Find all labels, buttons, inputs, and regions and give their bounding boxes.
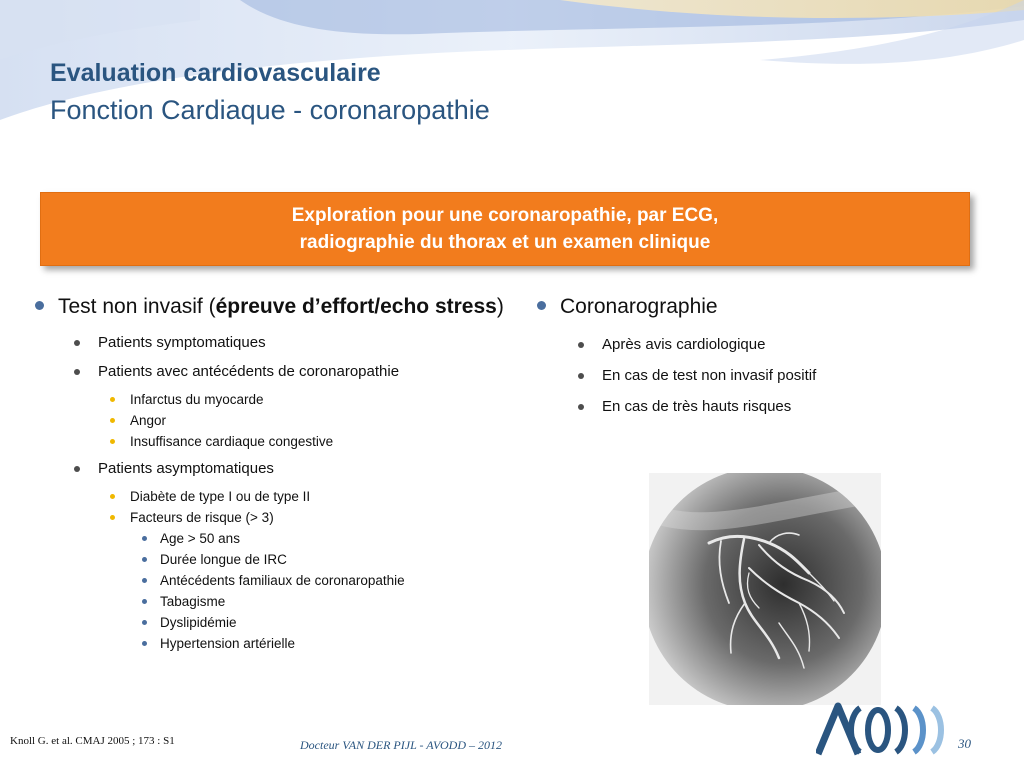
bullet-patients-asymptomatiques: Patients asymptomatiques: [32, 459, 522, 479]
right-column-list: [534, 290, 994, 428]
list-item: En cas de test non invasif positif: [534, 366, 994, 386]
list-item: Angor: [32, 412, 522, 429]
list-item: Antécédents familiaux de coronaropathie: [32, 572, 522, 589]
item1-prefix: Test non invasif (: [58, 295, 216, 318]
avodd-logo: [816, 702, 954, 758]
orange-banner: [40, 192, 970, 266]
list-item: Hypertension artérielle: [32, 635, 522, 652]
list-item: Après avis cardiologique: [534, 335, 994, 355]
list-item: Diabète de type I ou de type II: [32, 488, 522, 505]
list-item: Durée longue de IRC: [32, 551, 522, 568]
list-item: En cas de très hauts risques: [534, 397, 994, 417]
item1-suffix: ): [496, 295, 504, 318]
list-item: Tabagisme: [32, 593, 522, 610]
item1-bold: épreuve d’effort/echo stress: [215, 295, 497, 318]
bullet-patients-symptomatiques: Patients symptomatiques: [32, 333, 522, 353]
banner-line-2: radiographie du thorax et un examen clinique: [299, 232, 711, 253]
list-item: Insuffisance cardiaque congestive: [32, 433, 522, 450]
bullet-coronarographie: Coronarographie: [534, 290, 994, 324]
slide-title: Evaluation cardiovasculaire: [50, 59, 381, 87]
bullet-patients-antecedents: Patients avec antécédents de coronaropathie: [32, 362, 522, 382]
angiography-image: [649, 473, 881, 705]
list-item: Infarctus du myocarde: [32, 391, 522, 408]
reference-citation: Knoll G. et al. CMAJ 2005 ; 173 : S1: [10, 735, 175, 747]
left-column-list: [32, 290, 522, 656]
title-block: [50, 58, 490, 126]
list-item: Dyslipidémie: [32, 614, 522, 631]
list-item: Age > 50 ans: [32, 530, 522, 547]
footer-author: Docteur VAN DER PIJL - AVODD – 2012: [300, 738, 503, 752]
page-number: 30: [958, 736, 971, 751]
slide-subtitle: Fonction Cardiaque - coronaropathie: [50, 95, 490, 125]
list-item: Facteurs de risque (> 3): [32, 509, 522, 526]
bullet-test-non-invasif: [32, 290, 522, 324]
banner-line-1: Exploration pour une coronaropathie, par ECG,: [291, 205, 719, 226]
